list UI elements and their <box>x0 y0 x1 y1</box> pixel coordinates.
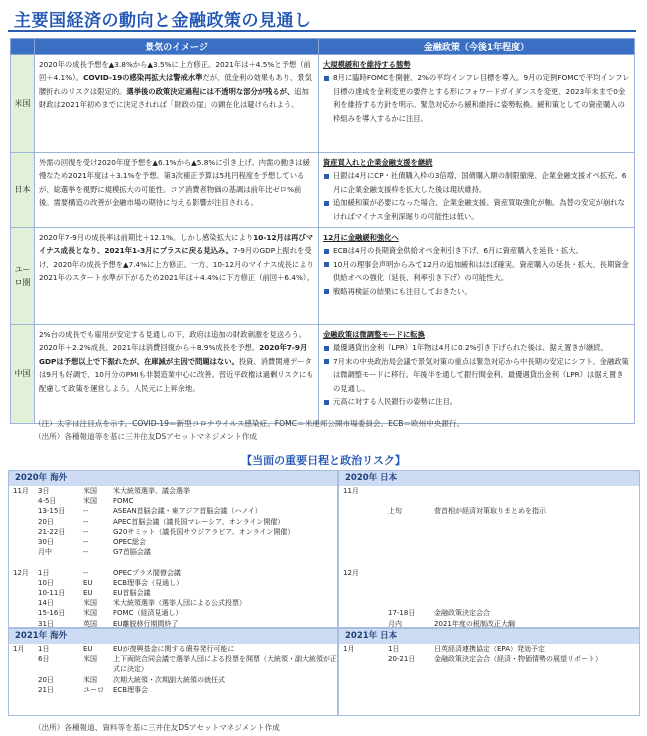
schedule-e: EU首脳会議 <box>113 589 151 598</box>
policy-item-text: 元高に対する人民銀行の姿勢に注目。 <box>333 397 458 407</box>
policy-item <box>323 169 630 196</box>
schedule-d: 月内 <box>388 619 402 628</box>
schedule-c: 米国 <box>83 655 97 664</box>
schedule-m <box>339 527 368 537</box>
policy-cell <box>319 55 635 153</box>
schedule-m <box>339 598 368 608</box>
policy-item-text: 追加緩和策が必要になった場合、企業金融支援、資産買取強化が軸。為替の安定が崩れなければマイナス金利深堀りの可能性は低い。 <box>333 198 625 221</box>
schedule-d <box>38 557 83 567</box>
schedule-m <box>339 517 368 527</box>
schedule-c: 米国 <box>83 487 97 495</box>
schedule-m: 1月 <box>13 645 25 653</box>
schedule-e <box>434 588 639 598</box>
schedule-d: 30日 <box>38 538 54 547</box>
schedule-d <box>368 537 434 547</box>
bullet-square-icon <box>324 76 329 81</box>
schedule-d: 20日 <box>38 675 54 684</box>
macro-row <box>11 153 635 228</box>
macro-row <box>11 228 635 325</box>
schedule-d: 13-15日 <box>38 507 66 516</box>
schedule-row <box>9 527 337 537</box>
schedule-row <box>9 506 337 516</box>
schedule-row <box>9 578 337 588</box>
schedule-title: 【当面の重要日程と政治リスク】 <box>241 454 406 467</box>
schedule-e: 金融政策決定会合 <box>434 609 490 618</box>
schedule-e: ECB理事会（見通し） <box>113 578 184 587</box>
schedule-m: 12月 <box>13 568 29 577</box>
schedule-e: ECB理事会 <box>113 685 149 694</box>
economy-cell <box>35 153 319 228</box>
schedule-row <box>339 644 639 654</box>
schedule-c: -- <box>83 507 89 516</box>
bullet-square-icon <box>324 201 329 206</box>
schedule-c: 米国 <box>83 675 97 684</box>
schedule-source: （出所）各種報道、資料等を基に三井住友DSアセットマネジメント作成 <box>34 723 280 732</box>
schedule-d: 上旬 <box>388 507 402 516</box>
schedule-row <box>339 496 639 506</box>
bullet-square-icon <box>324 174 329 179</box>
schedule-e <box>434 568 639 578</box>
schedule-e: 2021年度の税制改正大綱 <box>434 619 515 628</box>
schedule-e: ASEAN首脳会議・東アジア首脳会議（ハノイ） <box>113 507 262 516</box>
overseas-2020-header: 2020年 海外 <box>9 471 337 486</box>
schedule-e <box>434 517 639 527</box>
macro-row <box>11 55 635 153</box>
schedule-row <box>9 675 337 685</box>
schedule-c: 米国 <box>83 599 97 608</box>
schedule-e: 日英経済連携協定（EPA）発効予定 <box>434 645 545 653</box>
schedule-row <box>339 578 639 588</box>
schedule-d: 10日 <box>38 578 54 587</box>
japan-2020-header: 2020年 日本 <box>339 471 639 486</box>
schedule-row <box>339 588 639 598</box>
schedule-m <box>9 496 38 506</box>
schedule-d <box>368 547 434 557</box>
economy-text: 2020年の成長予想を▲3.8%から▲3.5%に上方修正。2021年は＋4.5%と予想（前回＋4.1%）。 <box>39 60 311 83</box>
policy-heading: 金融政策は微調整モードに転換 <box>323 330 425 339</box>
schedule-m <box>9 547 38 557</box>
schedule-row <box>9 568 337 578</box>
schedule-d: 10-11日 <box>38 589 66 598</box>
schedule-e <box>113 557 337 567</box>
economy-text: 2020年7-9月の成長率は前期比＋12.1%。しかし感染拡大により <box>39 233 254 242</box>
schedule-row <box>339 506 639 516</box>
schedule-c: 英国 <box>83 619 97 628</box>
schedule-e: 米大統領選挙（選挙人団による公式投票） <box>113 599 246 608</box>
policy-item <box>323 258 630 285</box>
schedule-d: 14日 <box>38 599 54 608</box>
schedule-row <box>9 685 337 695</box>
schedule-e: G7首脳会議 <box>113 548 151 557</box>
schedule-m <box>339 619 368 628</box>
schedule-e: 次期大統領・次期副大統領の就任式 <box>113 675 225 684</box>
schedule-d <box>368 557 434 567</box>
schedule-e: EU離脱移行期間終了 <box>113 619 179 628</box>
schedule-m <box>9 527 38 537</box>
schedule-e: 菅首相が経済対策取りまとめを指示 <box>434 507 546 516</box>
schedule-row <box>9 486 337 496</box>
schedule-d <box>368 527 434 537</box>
policy-item <box>323 355 630 395</box>
schedule-m <box>339 506 368 516</box>
schedule-e: 金融政策決定会合（経済・物価情勢の展望リポート） <box>434 655 602 664</box>
schedule-d: 21-22日 <box>38 527 66 536</box>
policy-item-text: 日銀は4月にCP・社債購入枠の3倍増、国債購入額の制限撤廃、企業金融支援オペ拡充。6月に企業金融支援枠を拡大した後は現状維持。 <box>333 171 627 194</box>
policy-item-text: 7月末の中央政治局会議で景気対策の重点は緊急対応から中長期の安定にシフト、金融政策は微調整モードに移行。年後半を通して銀行間金利、最優遇貸出金利（LPR）は据え置きの見通し。 <box>333 356 629 393</box>
policy-item-text: 最優遇貸出金利（LPR）1年物は4月に0.2%引き下げられた後は、据え置きが継続。 <box>333 343 608 353</box>
policy-item <box>323 395 630 408</box>
schedule-m <box>339 654 368 664</box>
economy-text: 外需の回復を受け2020年度予想を▲6.1%から▲5.8%に引き上げ。内需の動きは緩慢なため2021年度は＋3.1%を予想。第3次補正予算は5兆円程度を予想している が、総選挙を視野に規模拡大の可能性。コア消費者物価の基調は前年比ゼロ%前後。需要構造の改善が金融市場の期待に与える影響が注目される。 <box>39 158 310 208</box>
schedule-d <box>368 496 434 506</box>
schedule-d <box>368 598 434 608</box>
title-divider <box>8 30 636 32</box>
schedule-row <box>339 517 639 527</box>
schedule-row <box>9 588 337 598</box>
col-economy-header: 景気のイメージ <box>35 39 319 55</box>
overseas-2021-header: 2021年 海外 <box>9 629 337 644</box>
schedule-e: 米大統領選挙、議会選挙 <box>113 487 190 495</box>
schedule-m <box>9 675 38 685</box>
policy-item-text: 10月の理事会声明からみて12月の追加緩和はほぼ確実。資産購入の延長・拡大、長期資金供給オペの強化（延長、利率引き下げ）の可能性大。 <box>333 259 629 283</box>
schedule-e: FOMC <box>113 497 134 506</box>
schedule-m <box>9 537 38 547</box>
region-label: 日本 <box>11 153 35 228</box>
policy-cell <box>319 228 635 325</box>
region-label: 米国 <box>11 55 35 153</box>
schedule-m <box>9 598 38 608</box>
region-label: 中国 <box>11 325 35 424</box>
policy-item <box>323 71 630 125</box>
policy-item-text: 8月に臨時FOMCを開催、2%の平均インフレ目標を導入。9月の定例FOMCで平均インフレ目標の達成を金利変更の要件とする形にフォワードガイダンスを変更、2023年末まで0金利を維持する方針を明示。緊急対応から緩和維持に姿勢転換。緩和策としての資産購入の枠組みを導入するかに注目。 <box>333 73 630 123</box>
table-source: （出所）各種報道等を基に三井住友DSアセットマネジメント作成 <box>34 432 257 441</box>
bullet-square-icon <box>324 400 329 405</box>
schedule-d <box>368 578 434 588</box>
schedule-m <box>9 557 38 567</box>
policy-heading: 12月に金融緩和強化へ <box>323 233 399 242</box>
region-label: ユーロ圏 <box>11 228 35 325</box>
schedule-e <box>434 557 639 567</box>
schedule-m <box>9 506 38 516</box>
schedule-row <box>9 557 337 567</box>
economy-text: 7-9月のGDP上振れを受け、2020年の成長予想を▲7.4%に上方修正。一方、10-12月のマイナス成長により2021年のスタート水準が下がるため2021年は＋4.4%に下方修正（前回＋6.4%）。 <box>39 246 314 283</box>
policy-item <box>323 341 630 354</box>
schedule-row <box>339 547 639 557</box>
bullet-square-icon <box>324 346 329 351</box>
schedule-d: 1日 <box>38 645 50 653</box>
schedule-m <box>339 578 368 588</box>
schedule-d <box>368 486 434 496</box>
schedule-e <box>434 598 639 608</box>
economy-text: 10-12月は再びマイナス成長となり、2021年1-3月にプラスに戻る見込み。 <box>39 233 314 256</box>
schedule-e: OPECプラス閣僚会議 <box>113 568 181 577</box>
schedule-row <box>9 496 337 506</box>
schedule-e: 上下両院合同会議で選挙人団による投票を開票（大統領・副大統領が正式に決定） <box>113 655 337 674</box>
japan-2021-panel <box>338 628 640 716</box>
economy-text: COVID-19の感染再拡大は警戒水準 <box>83 73 203 83</box>
schedule-c: -- <box>83 517 89 526</box>
economy-text: 選挙後の政策決定過程には不透明な部分が残るが、 <box>126 86 295 96</box>
policy-item-text: 戦略再検証の結果にも注目しておきたい。 <box>333 286 472 296</box>
schedule-e <box>434 527 639 537</box>
economy-cell <box>35 55 319 153</box>
macro-row <box>11 325 635 424</box>
schedule-d <box>368 588 434 598</box>
schedule-m: 1月 <box>343 645 355 653</box>
schedule-c: -- <box>83 568 89 577</box>
policy-heading: 大規模緩和を維持する態勢 <box>323 60 411 69</box>
schedule-d: 31日 <box>38 619 54 628</box>
schedule-d: 4-5日 <box>38 497 57 506</box>
schedule-row <box>9 644 337 654</box>
schedule-m <box>9 654 38 674</box>
schedule-m: 11月 <box>343 487 359 495</box>
schedule-e: EUが復興基金に関する債券発行可能に <box>113 645 235 653</box>
schedule-m <box>9 608 38 618</box>
schedule-m <box>339 537 368 547</box>
schedule-row <box>9 654 337 674</box>
schedule-row <box>339 486 639 496</box>
schedule-m <box>9 619 38 628</box>
policy-item <box>323 196 630 223</box>
economy-text: だが、低金利の効果もあり、景気腰折れのリスクは限定的。 <box>39 73 312 96</box>
schedule-row <box>9 608 337 618</box>
schedule-m <box>339 557 368 567</box>
schedule-m <box>339 496 368 506</box>
schedule-m <box>9 685 38 695</box>
overseas-2020-panel <box>8 470 338 628</box>
schedule-row <box>339 598 639 608</box>
schedule-row <box>339 557 639 567</box>
bullet-square-icon <box>324 359 329 364</box>
schedule-e: APEC首脳会議（議長国マレーシア、オンライン開催） <box>113 517 285 526</box>
schedule-row <box>339 527 639 537</box>
schedule-row <box>339 619 639 628</box>
schedule-c: ユーロ <box>83 685 104 694</box>
schedule-c <box>83 557 113 567</box>
schedule-e: FOMC（経済見通し） <box>113 609 183 618</box>
col-region-header <box>11 39 35 55</box>
schedule-row <box>339 654 639 664</box>
schedule-m <box>339 608 368 618</box>
schedule-c: 米国 <box>83 497 97 506</box>
schedule-m: 12月 <box>343 568 359 577</box>
schedule-row <box>339 608 639 618</box>
schedule-c: -- <box>83 538 89 547</box>
schedule-m: 11月 <box>13 487 29 495</box>
schedule-e: OPEC総会 <box>113 538 147 547</box>
schedule-c: 米国 <box>83 609 97 618</box>
schedule-row <box>9 619 337 628</box>
schedule-m <box>9 578 38 588</box>
page-title: 主要国経済の動向と金融政策の見通し <box>14 11 312 31</box>
bullet-square-icon <box>324 249 329 254</box>
schedule-c: EU <box>83 589 93 598</box>
schedule-d: 1日 <box>388 645 400 653</box>
schedule-d: 3日 <box>38 487 50 495</box>
schedule-c: EU <box>83 645 93 653</box>
economy-text: 2%台の成長でも雇用が安定する見通しの下、政府は追加の財政刺激を見送ろう。2020年＋2.2%成長、2021年は消費回復から＋8.9%成長を予想。 <box>39 330 306 353</box>
schedule-d: 15-16日 <box>38 609 66 618</box>
schedule-c: -- <box>83 548 89 557</box>
schedule-row <box>9 598 337 608</box>
schedule-e <box>434 496 639 506</box>
bullet-square-icon <box>324 262 329 267</box>
schedule-d <box>368 568 434 578</box>
schedule-row <box>9 547 337 557</box>
schedule-d <box>368 517 434 527</box>
schedule-e <box>434 547 639 557</box>
policy-item <box>323 244 630 257</box>
schedule-d: 20日 <box>38 517 54 526</box>
schedule-d: 1日 <box>38 568 50 577</box>
policy-cell <box>319 325 635 424</box>
schedule-e: G20サミット（議長国サウジアラビア、オンライン開催） <box>113 527 295 536</box>
policy-item-text: ECBは4月の長期資金供給オペ金利引き下げ、6月に資産購入を延長・拡大。 <box>333 246 583 256</box>
policy-item <box>323 285 630 298</box>
economy-text: 投資、消費関連データは9月も好調で、10月分のPMIも非製造業中心に改善。習近平政権は過剰リスクにも配慮して政策を運営しよう。人民元に上昇余地。 <box>39 356 314 393</box>
economy-cell <box>35 228 319 325</box>
schedule-d: 21日 <box>38 685 54 694</box>
macro-outlook-table <box>10 38 635 424</box>
schedule-m <box>9 517 38 527</box>
economy-text: 2020年7-9月GDPは予想以上で下振れたが、在庫減が主因で問題はない。 <box>39 343 308 366</box>
japan-2020-panel <box>338 470 640 628</box>
japan-2021-header: 2021年 日本 <box>339 629 639 644</box>
col-policy-header: 金融政策（今後1年程度） <box>319 39 635 55</box>
schedule-d: 6日 <box>38 655 50 664</box>
schedule-row <box>9 537 337 547</box>
schedule-d: 17-18日 <box>388 609 416 618</box>
economy-text: 追加財政は2021年初めまでに決定されれば「財政の崖」の顕在化は避けられよう。 <box>39 86 309 110</box>
economy-cell <box>35 325 319 424</box>
schedule-m <box>339 588 368 598</box>
bullet-square-icon <box>324 289 329 294</box>
policy-cell <box>319 153 635 228</box>
schedule-row <box>339 568 639 578</box>
schedule-m <box>339 547 368 557</box>
schedule-c: EU <box>83 578 93 587</box>
overseas-2021-panel <box>8 628 338 716</box>
policy-heading: 資産買入れと企業金融支援を継続 <box>323 158 433 167</box>
schedule-e <box>434 578 639 588</box>
schedule-e <box>434 486 639 496</box>
schedule-d: 20-21日 <box>388 655 416 664</box>
schedule-e <box>434 537 639 547</box>
schedule-row <box>9 517 337 527</box>
schedule-row <box>339 537 639 547</box>
schedule-c: -- <box>83 527 89 536</box>
schedule-m <box>9 588 38 598</box>
table-note: （注）太字は注目点を示す。COVID-19＝新型コロナウイルス感染症。FOMC＝米連邦公開市場委員会。ECB＝欧州中央銀行。 <box>34 419 465 428</box>
schedule-d: 月中 <box>38 548 52 557</box>
